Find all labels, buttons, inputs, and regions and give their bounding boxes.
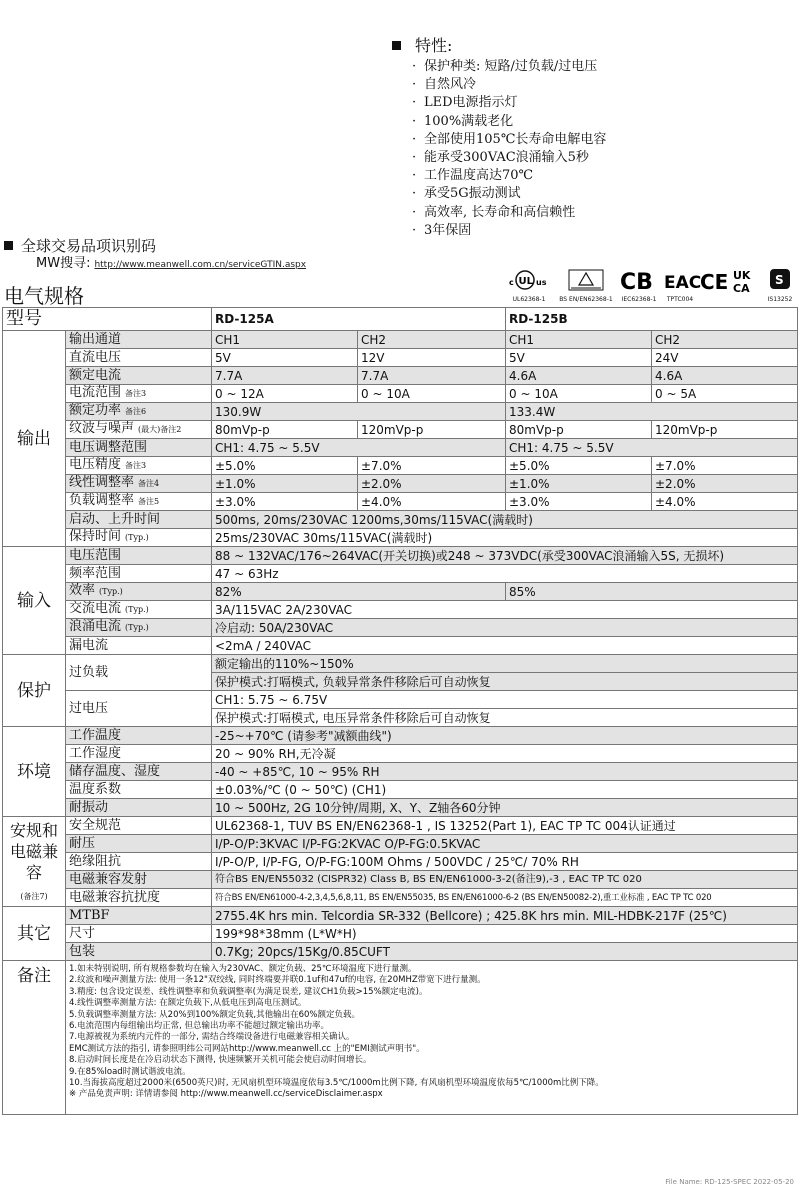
feature-item: · LED电源指示灯 [412,94,792,112]
table-row: 效率 (Typ.) 82% 85% [3,583,798,601]
note-line: 7.电源被视为系统内元件的一部分, 需结合终端设备进行电磁兼容相关确认。 [69,1032,355,1043]
table-row: 额定功率 备注6 130.9W 133.4W [3,403,798,421]
feature-item: · 工作温度高达70℃ [412,167,792,185]
table-row: 工作湿度 20 ~ 90% RH,无冷凝 [3,745,798,763]
notes-row [3,961,798,1115]
svg-text:us: us [536,278,547,287]
gtin-link[interactable]: http://www.meanwell.com.cn/serviceGTIN.aspx [94,260,307,270]
table-row: 电磁兼容抗扰度 符合BS EN/EN61000-4-2,3,4,5,6,8,11, BS EN/EN55035, BS EN/EN61000-6-2 (BS EN/EN50082-2),重工业标准 , EAC TP TC 020 [3,889,798,907]
bullet-square-icon [4,241,13,250]
note-line: 8.启动时间长度是在冷启动状态下测得, 快速频繁开关机可能会使启动时间增长。 [69,1055,372,1066]
table-row: 启动、上升时间 500ms, 20ms/230VAC 1200ms,30ms/115VAC(满载时) [3,511,798,529]
table-row: 温度系数 ±0.03%/℃ (0 ~ 50℃) (CH1) [3,781,798,799]
ul-mark-icon: c UL us UL62368-1 [507,268,551,303]
svg-text:EAC: EAC [664,273,702,293]
category-environment: 环境 [3,727,66,817]
table-row: 耐压 I/P-O/P:3KVAC I/P-FG:2KVAC O/P-FG:0.5KVAC [3,835,798,853]
eac-mark-icon: EAC TPTC004 [664,273,702,303]
table-row: 电磁兼容发射 符合BS EN/EN55032 (CISPR32) Class B, BS EN/EN61000-3-2(备注9),-3 , EAC TP TC 020 [3,871,798,889]
cb-mark-icon: CB IEC62368-1 [620,270,657,303]
feature-item: · 能承受300VAC浪涌输入5秒 [412,149,792,167]
table-row: 输出 输出通道 CH1 CH2 CH1 CH2 [3,331,798,349]
table-row: 储存温度、湿度 -40 ~ +85℃, 10 ~ 95% RH [3,763,798,781]
table-row: 包装 0.7Kg; 20pcs/15Kg/0.85CUFT [3,943,798,961]
note-line: 4.线性调整率测量方法: 在额定负载下,从低电压到高电压测试。 [69,998,307,1009]
category-input: 输入 [3,547,66,655]
file-name: File Name: RD-125-SPEC 2022-05-20 [665,1178,794,1186]
note-line: 5.负载调整率测量方法: 从20%到100%额定负载,其他输出在60%额定负载。 [69,1009,360,1020]
svg-text:CB: CB [620,270,653,295]
table-row: 漏电流 <2mA / 240VAC [3,637,798,655]
table-row: 额定电流 7.7A 7.7A 4.6A 4.6A [3,367,798,385]
category-others: 其它 [3,907,66,961]
table-row: 保护模式:打嗝模式, 电压异常条件移除后可自动恢复 [3,709,798,727]
category-safety-emc: 安规和电磁兼容 (备注7) [3,817,66,907]
table-row: 纹波与噪声 (最大)备注2 80mVp-p 120mVp-p 80mVp-p 120mVp-p [3,421,798,439]
certification-marks [507,268,797,304]
model-a: RD-125A [212,308,506,331]
table-row: 交流电流 (Typ.) 3A/115VAC 2A/230VAC [3,601,798,619]
feature-item: · 全部使用105℃长寿命电解电容 [412,131,792,149]
svg-text:UK: UK [733,269,751,282]
gtin-title: 全球交易品项识别码 [21,237,157,255]
section-title: 电气规格 [4,284,84,308]
table-row: 绝缘阻抗 I/P-O/P, I/P-FG, O/P-FG:100M Ohms / 500VDC / 25℃/ 70% RH [3,853,798,871]
svg-text:c: c [509,278,514,287]
ukca-mark-icon [731,268,761,298]
model-b: RD-125B [506,308,798,331]
note-line: 10.当海拔高度超过2000米(6500英尺)时, 无风扇机型环境温度依每3.5℃/1000m比例下降, 有风扇机型环境温度依每5℃/1000m比例下降。 [69,1078,604,1089]
feature-item: · 自然风冷 [412,76,792,94]
spec-table [2,307,798,1115]
features-section [392,36,792,240]
note-line: 9.在85%load时测试谐波电流。 [69,1066,191,1077]
table-row: 频率范围 47 ~ 63Hz [3,565,798,583]
table-row: 耐振动 10 ~ 500Hz, 2G 10分钟/周期, X、Y、Z轴各60分钟 [3,799,798,817]
svg-text:S: S [775,273,784,287]
header-row [3,308,798,331]
table-row: 负载调整率 备注5 ±3.0% ±4.0% ±3.0% ±4.0% [3,493,798,511]
feature-item: · 承受5G振动测试 [412,185,792,203]
note-line: 1.如未特别说明, 所有规格参数均在输入为230VAC、额定负载、25℃环境温度下进行量测。 [69,964,417,974]
table-row: 电流范围 备注3 0 ~ 12A 0 ~ 10A 0 ~ 10A 0 ~ 5A [3,385,798,403]
table-row: 环境 工作温度 -25~+70℃ (请参考"减额曲线") [3,727,798,745]
ce-mark-icon [699,268,727,296]
header-label: 型号 [3,308,212,331]
table-row: 安规和电磁兼容 (备注7) 安全规范 UL62368-1, TUV BS EN/EN62368-1 , IS 13252(Part 1), EAC TP TC 004认证通过 [3,817,798,835]
features-list [392,58,792,240]
feature-item: · 100%满载老化 [412,113,792,131]
note-line: 3.精度: 包含设定误差、线性调整率和负载调整率(为满足误差, 建议CH1负载>15%额定电流)。 [69,986,428,997]
svg-text:CE: CE [700,270,729,294]
feature-item: · 高效率, 长寿命和高信赖性 [412,204,792,222]
table-row: 直流电压 5V 12V 5V 24V [3,349,798,367]
table-row: 线性调整率 备注4 ±1.0% ±2.0% ±1.0% ±2.0% [3,475,798,493]
svg-text:UL: UL [518,276,533,287]
bis-mark-icon: S IS13252 [765,268,795,303]
feature-item: · 3年保固 [412,222,792,240]
note-line: 6.电流范围内每组输出均正常, 但总输出功率不能超过额定输出功率。 [69,1021,330,1032]
table-row: 保护模式:打嗝模式, 负载异常条件移除后可自动恢复 [3,673,798,691]
svg-text:CA: CA [733,282,750,295]
table-row: 保护 过负载 额定输出的110%~150% [3,655,798,673]
feature-item: · 保护种类: 短路/过负载/过电压 [412,58,792,76]
note-line: EMC测试方法的指引, 请参照明纬公司网站http://www.meanwell.cc 上的"EMI测试声明书"。 [69,1043,425,1054]
table-row: 电压调整范围 CH1: 4.75 ~ 5.5V CH1: 4.75 ~ 5.5V [3,439,798,457]
table-row: 过电压 CH1: 5.75 ~ 6.75V [3,691,798,709]
table-row: 电压精度 备注3 ±5.0% ±7.0% ±5.0% ±7.0% [3,457,798,475]
category-protection: 保护 [3,655,66,727]
gtin-label: MW搜寻: [36,256,91,271]
note-line: 2.纹波和噪声测量方法: 使用一条12"双绞线, 同时终端要并联0.1uf和47uf的电容, 在20MHZ带宽下进行量测。 [69,975,486,986]
features-title: 特性: [415,36,453,55]
table-row: 尺寸 199*98*38mm (L*W*H) [3,925,798,943]
table-row: 输入 电压范围 88 ~ 132VAC/176~264VAC(开关切换)或248 ~ 373VDC(承受300VAC浪涌输入5S, 无损坏) [3,547,798,565]
category-output: 输出 [3,331,66,547]
table-row: 保持时间 (Typ.) 25ms/230VAC 30ms/115VAC(满载时) [3,529,798,547]
gtin-section [4,236,306,273]
notes-list [66,961,798,1115]
bullet-square-icon [392,41,401,50]
table-row: 其它 MTBF 2755.4K hrs min. Telcordia SR-332 (Bellcore) ; 425.8K hrs min. MIL-HDBK-217F (25℃) [3,907,798,925]
note-line: ※ 产品免责声明: 详情请参阅 http://www.meanwell.cc/serviceDisclaimer.aspx [69,1089,383,1100]
tuv-mark-icon: BS EN/EN62368-1 [559,268,613,303]
table-row: 浪涌电流 (Typ.) 冷启动: 50A/230VAC [3,619,798,637]
category-notes: 备注 [3,961,66,1115]
